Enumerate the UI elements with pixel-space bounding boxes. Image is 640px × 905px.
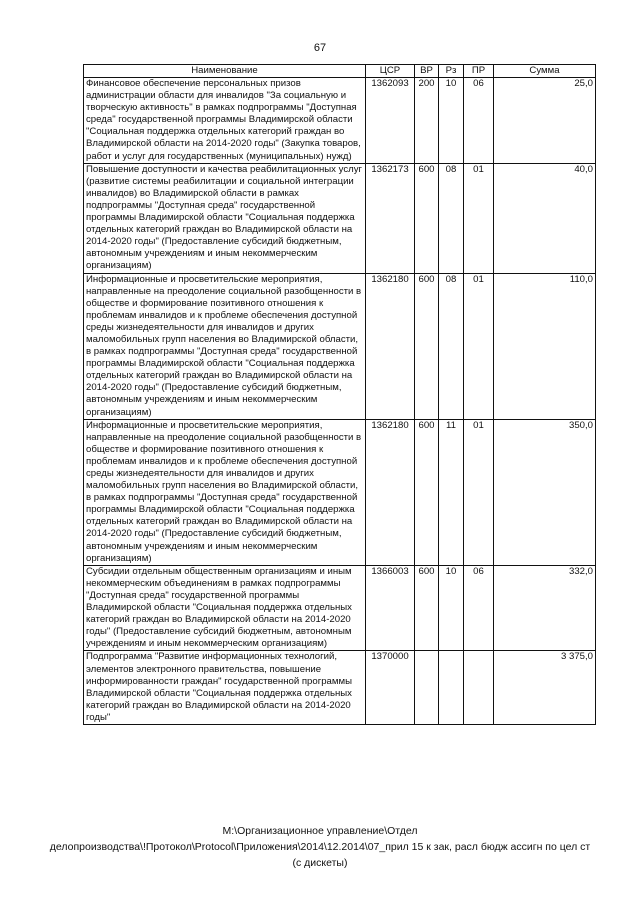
table-row: [84, 163, 596, 273]
header-name: Наименование: [84, 65, 366, 78]
row-vr: 600: [415, 163, 439, 273]
row-vr: 200: [415, 78, 439, 164]
row-csr: 1362093: [366, 78, 415, 164]
row-rz: 08: [439, 163, 464, 273]
row-vr: 600: [415, 419, 439, 565]
file-path-footer: [40, 823, 600, 871]
row-sum: 350,0: [494, 419, 596, 565]
row-csr: 1362173: [366, 163, 415, 273]
header-csr: ЦСР: [366, 65, 415, 78]
row-pr: 06: [464, 78, 494, 164]
table-header-row: [84, 65, 596, 78]
row-vr: 600: [415, 273, 439, 419]
row-name: Повышение доступности и качества реабилитационных услуг (развитие системы реабилитации и социальной интеграции инвалидов) во Владимирской области в рамках подпрограммы "Доступная среда" государственной программы Владимирской области "Социальная поддержка отдельных категорий граждан во Владимирской области на 2014-2020 годы" (Предоставление субсидий бюджетным, автономным учреждениям и иным некоммерческим организациям): [84, 163, 366, 273]
header-pr: ПР: [464, 65, 494, 78]
row-rz: 08: [439, 273, 464, 419]
table-row: [84, 78, 596, 164]
row-pr: 06: [464, 565, 494, 651]
row-csr: 1370000: [366, 651, 415, 725]
row-rz: 11: [439, 419, 464, 565]
table-row: [84, 565, 596, 651]
row-pr: 01: [464, 419, 494, 565]
row-pr: 01: [464, 163, 494, 273]
table-row: [84, 273, 596, 419]
row-name: Информационные и просветительские мероприятия, направленные на преодоление социальной разобщенности в обществе и формирование позитивного отношения к проблемам инвалидов и к проблеме обеспечения доступной среды жизнедеятельности для инвалидов и других маломобильных групп населения во Владимирской области, в рамках подпрограммы "Доступная среда" государственной программы Владимирской области "Социальная поддержка отдельных категорий граждан во Владимирской области на 2014-2020 годы" (Предоставление субсидий бюджетным, автономным учреждениям и иным некоммерческим организациям): [84, 273, 366, 419]
table-row: [84, 419, 596, 565]
row-sum: 40,0: [494, 163, 596, 273]
header-vr: ВР: [415, 65, 439, 78]
row-sum: 332,0: [494, 565, 596, 651]
row-name: Подпрограмма "Развитие информационных технологий, элементов электронного правительства, повышение информированности граждан" государственной программы Владимирской области "Социальная поддержка отдельных категорий граждан во Владимирской области на 2014-2020 годы": [84, 651, 366, 725]
row-csr: 1366003: [366, 565, 415, 651]
footer-line-1: М:\Организационное управление\Отдел: [222, 825, 418, 837]
row-sum: 3 375,0: [494, 651, 596, 725]
row-vr: [415, 651, 439, 725]
row-rz: 10: [439, 78, 464, 164]
row-vr: 600: [415, 565, 439, 651]
footer-line-2: делопроизводства\!Протокол\Protocol\Приложения\2014\12.2014\07_прил 15 к зак, расл бюдж ассигн по цел ст: [49, 841, 591, 853]
budget-table: [83, 64, 596, 725]
row-rz: [439, 651, 464, 725]
row-rz: 10: [439, 565, 464, 651]
row-sum: 25,0: [494, 78, 596, 164]
header-sum: Сумма: [494, 65, 596, 78]
header-rz: Рз: [439, 65, 464, 78]
table-row: [84, 651, 596, 725]
row-sum: 110,0: [494, 273, 596, 419]
row-csr: 1362180: [366, 419, 415, 565]
row-name: Финансовое обеспечение персональных призов администрации области для инвалидов "За социальную и творческую активность" в рамках подпрограммы "Доступная среда" государственной программы Владимирской области "Социальная поддержка отдельных категорий граждан во Владимирской области на 2014-2020 годы" (Закупка товаров, работ и услуг для государственных (муниципальных) нужд): [84, 78, 366, 164]
row-name: Субсидии отдельным общественным организациям и иным некоммерческим объединениям в рамках подпрограммы "Доступная среда" государственной программы Владимирской области "Социальная поддержка отдельных категорий граждан во Владимирской области на 2014-2020 годы" (Предоставление субсидий бюджетным, автономным учреждениям и иным некоммерческим организациям): [84, 565, 366, 651]
page-number: 67: [313, 42, 327, 54]
footer-line-3: (с дискеты): [292, 857, 348, 869]
row-pr: 01: [464, 273, 494, 419]
row-name: Информационные и просветительские мероприятия, направленные на преодоление социальной разобщенности в обществе и формирование позитивного отношения к проблемам инвалидов и к проблеме обеспечения доступной среды жизнедеятельности для инвалидов и других маломобильных групп населения во Владимирской области, в рамках подпрограммы "Доступная среда" государственной программы Владимирской области "Социальная поддержка отдельных категорий граждан во Владимирской области на 2014-2020 годы" (Предоставление субсидий бюджетным, автономным учреждениям и иным некоммерческим организациям): [84, 419, 366, 565]
row-pr: [464, 651, 494, 725]
row-csr: 1362180: [366, 273, 415, 419]
